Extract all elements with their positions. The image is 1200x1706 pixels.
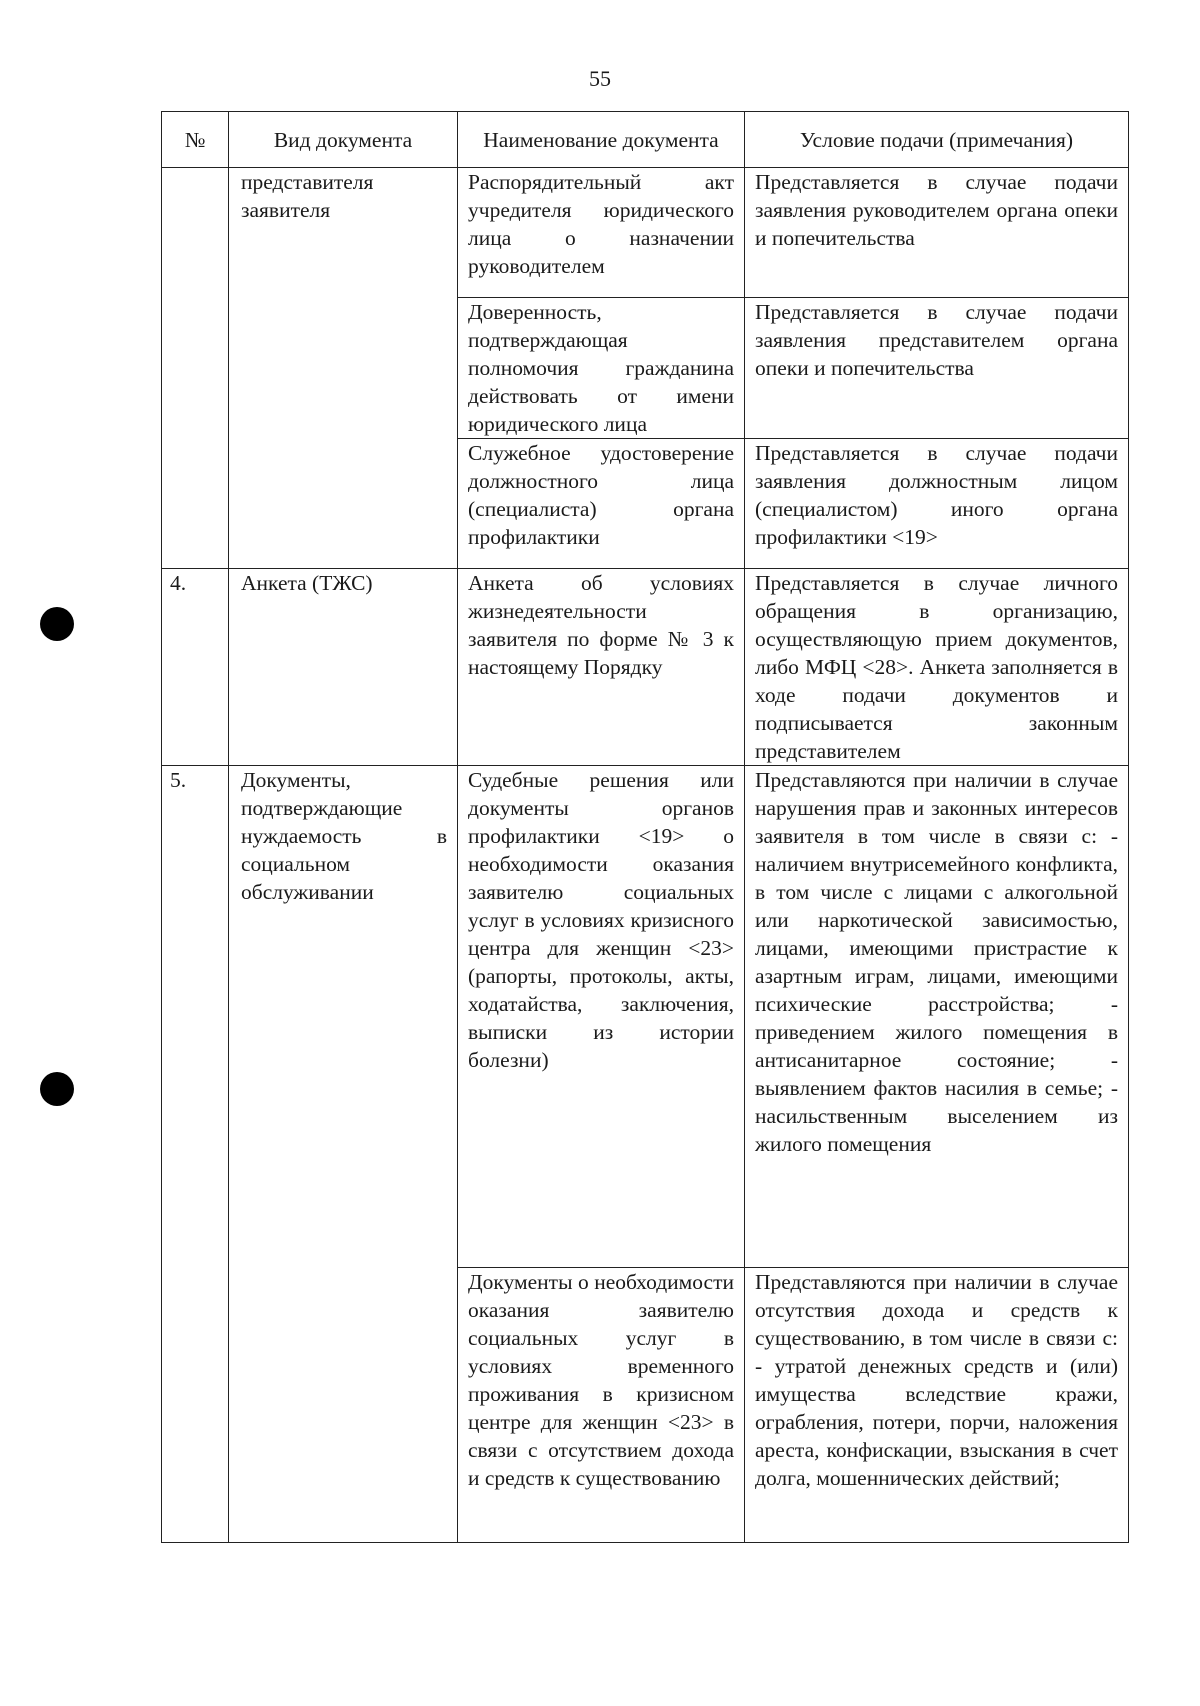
header-condition: Условие подачи (примечания) (745, 112, 1129, 168)
submission-condition: Представляются при наличии в случае отсутствия дохода и средств к существованию, в том числе в связи с: - утратой денежных средств и (или) имущества вследствие кражи, ограбления, потери, порчи, наложения ареста, конфискации, взыскания в счет долга, мошеннических действий; (745, 1268, 1129, 1543)
page-number: 55 (589, 66, 611, 91)
row-num (162, 168, 229, 569)
table-row (162, 168, 1129, 298)
submission-condition: Представляется в случае подачи заявления должностным лицом (специалистом) иного органа профилактики <19> (745, 439, 1129, 569)
header-num: № (162, 112, 229, 168)
document-name: Анкета об условиях жизнедеятельности заявителя по форме № 3 к настоящему Порядку (458, 569, 745, 766)
punch-hole-mark (40, 1072, 74, 1106)
document-name: Судебные решения или документы органов профилактики <19> о необходимости оказания заявителю социальных услуг в условиях кризисного центра для женщин <23> (рапорты, протоколы, акты, ходатайства, заключения, выписки из истории болезни) (458, 766, 745, 1268)
header-kind: Вид документа (229, 112, 458, 168)
document-kind: представителя заявителя (229, 168, 458, 569)
row-num: 4. (162, 569, 229, 766)
document-kind: Документы, подтверждающие нуждаемость в социальном обслуживании (229, 766, 458, 1543)
table-header-row (162, 112, 1129, 168)
submission-condition: Представляются при наличии в случае нарушения прав и законных интересов заявителя в том числе в связи с: - наличием внутрисемейного конфликта, в том числе с лицами с алкогольной или наркотической зависимостью, лицами, имеющими пристрастие к азартным играм, лицами, имеющими психические расстройства; - приведением жилого помещения в антисанитарное состояние; - выявлением фактов насилия в семье; - насильственным выселением из жилого помещения (745, 766, 1129, 1268)
documents-table (161, 111, 1129, 1543)
table-row (162, 569, 1129, 766)
document-kind: Анкета (ТЖС) (229, 569, 458, 766)
document-name: Документы о необходимости оказания заявителю социальных услуг в условиях временного проживания в кризисном центре для женщин <23> в связи с отсутствием дохода и средств к существованию (458, 1268, 745, 1543)
header-name: Наименование документа (458, 112, 745, 168)
submission-condition: Представляется в случае подачи заявления представителем органа опеки и попечительства (745, 298, 1129, 439)
submission-condition: Представляется в случае личного обращения в организацию, осуществляющую прием документов, либо МФЦ <28>. Анкета заполняется в ходе подачи документов и подписывается законным представителем (745, 569, 1129, 766)
document-name: Доверенность, подтверждающая полномочия гражданина действовать от имени юридического лица (458, 298, 745, 439)
table-row (162, 766, 1129, 1268)
punch-hole-mark (40, 607, 74, 641)
row-num: 5. (162, 766, 229, 1543)
submission-condition: Представляется в случае подачи заявления руководителем органа опеки и попечительства (745, 168, 1129, 298)
document-name: Распорядительный акт учредителя юридического лица о назначении руководителем (458, 168, 745, 298)
document-name: Служебное удостоверение должностного лица (специалиста) органа профилактики (458, 439, 745, 569)
